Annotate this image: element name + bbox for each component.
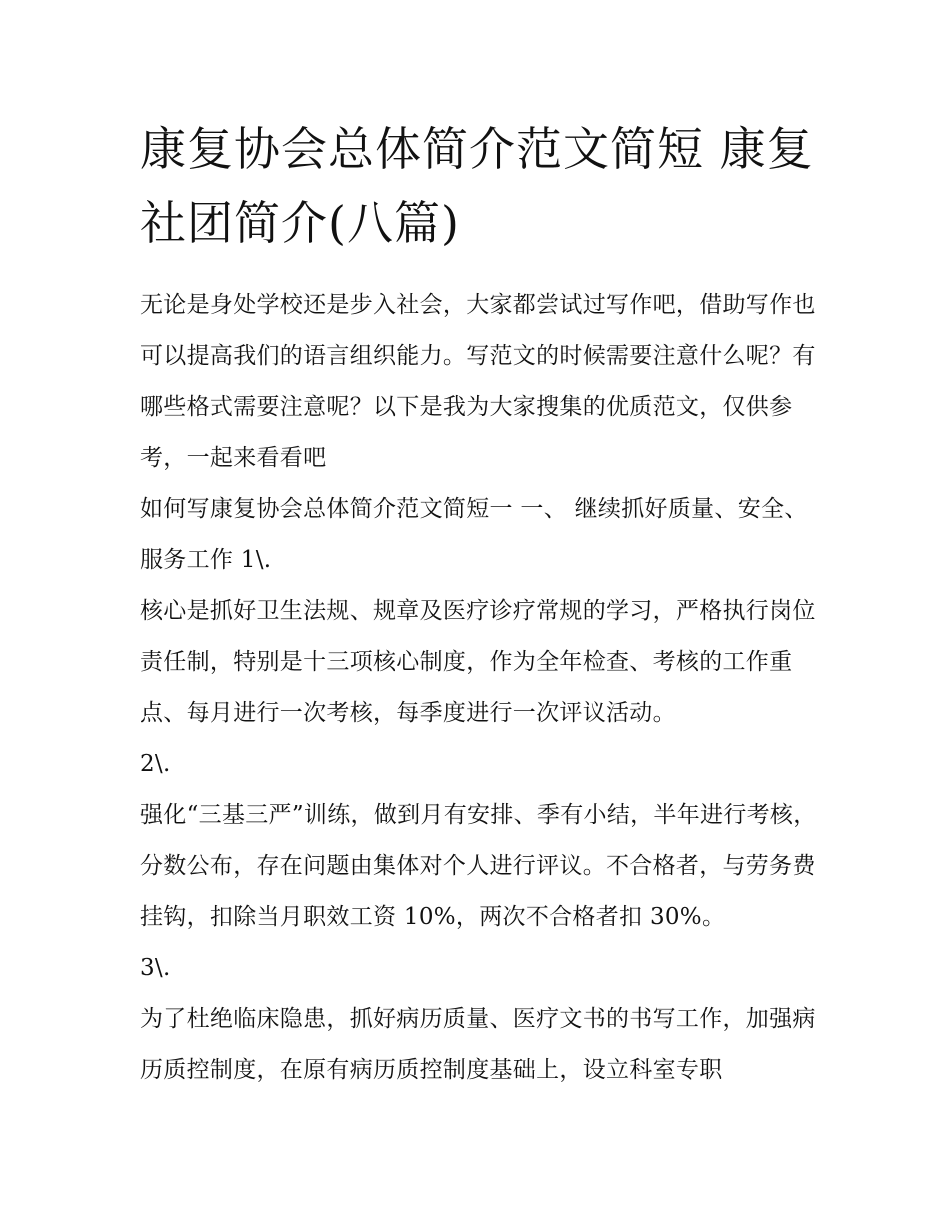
section-heading-paragraph: 如何写康复协会总体简介范文简短一 一、 继续抓好质量、安全、服务工作 1\.: [140, 496, 808, 573]
document-title: 康复协会总体简介范文简短 康复社团简介(八篇): [140, 122, 814, 250]
intro-paragraph: 无论是身处学校还是步入社会，大家都尝试过写作吧，借助写作也可以提高我们的语言组织能力。写范文的时候需要注意什么呢？有哪些格式需要注意呢？以下是我为大家搜集的优质范文，仅供参考，一起来看看吧: [140, 292, 816, 471]
body-paragraph: 核心是抓好卫生法规、规章及医疗诊疗常规的学习，严格执行岗位责任制，特别是十三项核心制度，作为全年检查、考核的工作重点、每月进行一次考核，每季度进行一次评议活动。: [140, 598, 816, 726]
document-body: [140, 280, 820, 1096]
item-number: 2\.: [140, 751, 171, 777]
item-number: 3\.: [140, 955, 171, 981]
body-paragraph: 为了杜绝临床隐患，抓好病历质量、医疗文书的书写工作，加强病历质控制度，在原有病历质控制度基础上，设立科室专职: [140, 1006, 816, 1083]
body-paragraph: 强化“三基三严”训练，做到月有安排、季有小结，半年进行考核，分数公布，存在问题由集体对个人进行评议。不合格者，与劳务费挂钩，扣除当月职效工资 10%，两次不合格者扣 30%。: [140, 802, 817, 930]
